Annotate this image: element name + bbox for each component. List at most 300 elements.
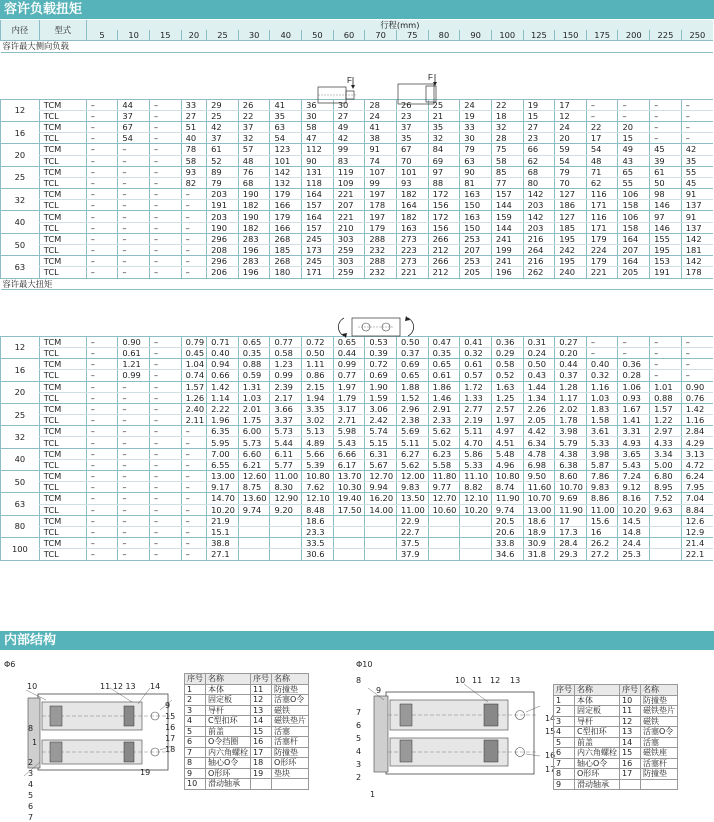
table-row [1, 515, 714, 526]
callout-number: 11 [472, 676, 483, 685]
parts-cell: 10 [620, 695, 641, 706]
value-cell: 24.4 [618, 538, 650, 549]
value-cell: 12.00 [397, 471, 429, 482]
value-cell: 33 [181, 99, 207, 110]
value-cell: 5.86 [460, 448, 492, 459]
value-cell: 97 [650, 211, 682, 222]
value-cell: – [118, 256, 150, 267]
value-cell: 2.96 [397, 403, 429, 414]
parts-row [185, 747, 309, 758]
type-cell: TCL [39, 222, 86, 233]
type-cell: TCL [39, 155, 86, 166]
value-cell: 81 [460, 177, 492, 188]
value-cell: 0.90 [681, 381, 713, 392]
value-cell: – [150, 133, 182, 144]
value-cell: 107 [365, 166, 397, 177]
value-cell [270, 515, 302, 526]
parts-row [554, 727, 678, 738]
value-cell: 0.94 [207, 359, 239, 370]
value-cell: 212 [428, 267, 460, 278]
value-cell: 69 [428, 155, 460, 166]
parts-cell [251, 779, 272, 790]
value-cell: 142 [270, 166, 302, 177]
type-cell: TCL [39, 245, 86, 256]
value-cell: – [618, 99, 650, 110]
value-cell: 0.59 [238, 370, 270, 381]
value-cell: 3.66 [270, 403, 302, 414]
value-cell: 0.86 [302, 370, 334, 381]
value-cell: 0.29 [491, 347, 523, 358]
value-cell: 18.9 [523, 526, 555, 537]
value-cell: 207 [460, 245, 492, 256]
value-cell: 4.70 [460, 437, 492, 448]
value-cell: 30.6 [302, 549, 334, 560]
parts-cell: 本体 [575, 695, 620, 706]
value-cell: – [118, 233, 150, 244]
value-cell: 3.61 [586, 426, 618, 437]
table-row [1, 526, 714, 537]
value-cell: 142 [681, 233, 713, 244]
value-cell: 8.86 [586, 493, 618, 504]
value-cell: 10.80 [491, 471, 523, 482]
table-row [1, 267, 714, 278]
table-row [1, 381, 714, 392]
type-cell: TCL [39, 347, 86, 358]
callout-number: 4 [28, 780, 34, 789]
value-cell: 232 [365, 267, 397, 278]
table-row [1, 549, 714, 560]
value-cell: 303 [333, 256, 365, 267]
value-cell: 48 [238, 155, 270, 166]
value-cell: 23 [397, 110, 429, 121]
parts-cell: 前盖 [206, 726, 251, 737]
callout-number: 2 [356, 773, 362, 782]
value-cell: 2.42 [365, 415, 397, 426]
value-cell: 5.87 [586, 459, 618, 470]
value-cell: 266 [428, 233, 460, 244]
value-cell: 0.50 [302, 347, 334, 358]
value-cell: 10.60 [428, 504, 460, 515]
value-cell: 2.15 [302, 381, 334, 392]
value-cell: 157 [491, 189, 523, 200]
value-cell: 1.42 [681, 403, 713, 414]
value-cell: – [150, 256, 182, 267]
value-cell: 6.55 [207, 459, 239, 470]
parts-cell: 13 [251, 705, 272, 716]
value-cell: 242 [555, 245, 587, 256]
value-cell [270, 526, 302, 537]
value-cell: 35 [397, 133, 429, 144]
value-cell: 99 [365, 177, 397, 188]
value-cell: 5.48 [491, 448, 523, 459]
parts-header-cell: 名称 [206, 674, 251, 685]
bore-cell: 16 [1, 359, 40, 381]
value-cell: 19 [460, 110, 492, 121]
value-cell: 21 [428, 110, 460, 121]
callout-number: 19 [140, 768, 151, 777]
value-cell: 185 [270, 245, 302, 256]
table-row [1, 166, 714, 177]
parts-cell: 活塞O令 [272, 695, 309, 706]
value-cell: 91 [365, 144, 397, 155]
value-cell: 42 [207, 121, 239, 132]
value-cell: – [150, 448, 182, 459]
type-cell: TCM [39, 99, 86, 110]
value-cell: 20.5 [491, 515, 523, 526]
table-row [1, 144, 714, 155]
value-cell: 0.44 [555, 359, 587, 370]
value-cell: – [86, 437, 118, 448]
value-cell: 83 [333, 155, 365, 166]
value-cell: 3.02 [302, 415, 334, 426]
parts-cell: 12 [251, 695, 272, 706]
value-cell: – [150, 245, 182, 256]
value-cell: 79 [555, 166, 587, 177]
value-cell: 0.20 [555, 347, 587, 358]
value-cell: 30 [460, 133, 492, 144]
value-cell: – [181, 493, 207, 504]
value-cell: 106 [618, 189, 650, 200]
parts-cell: 2 [185, 695, 206, 706]
value-cell: 0.90 [118, 336, 150, 347]
parts-row [554, 779, 678, 790]
value-cell: 41 [365, 121, 397, 132]
value-cell: – [150, 222, 182, 233]
value-cell: 0.44 [333, 347, 365, 358]
value-cell: 0.77 [333, 370, 365, 381]
value-cell: 156 [428, 200, 460, 211]
parts-cell: C型扣环 [206, 716, 251, 727]
value-cell: 101 [397, 166, 429, 177]
value-cell: – [86, 121, 118, 132]
value-cell: 142 [681, 256, 713, 267]
value-cell: 0.58 [270, 347, 302, 358]
type-cell: TCL [39, 110, 86, 121]
value-cell: 0.58 [491, 359, 523, 370]
value-cell: 10.70 [555, 482, 587, 493]
value-cell: 1.01 [650, 381, 682, 392]
value-cell: 0.32 [586, 370, 618, 381]
value-cell: 26.2 [586, 538, 618, 549]
value-cell: 0.31 [523, 336, 555, 347]
value-cell: – [86, 538, 118, 549]
value-cell [365, 526, 397, 537]
value-cell: 63 [460, 155, 492, 166]
value-cell: 197 [365, 211, 397, 222]
value-cell: 2.71 [333, 415, 365, 426]
parts-row [554, 748, 678, 759]
value-cell [238, 538, 270, 549]
parts-cell: 磁铁座 [641, 748, 678, 759]
callout-number: 1 [370, 790, 376, 799]
value-cell: 179 [586, 256, 618, 267]
value-cell: 182 [238, 200, 270, 211]
value-cell: 3.98 [555, 426, 587, 437]
value-cell: – [150, 177, 182, 188]
parts-cell: 14 [620, 737, 641, 748]
parts-header-cell: 名称 [641, 685, 678, 696]
value-cell: 205 [618, 267, 650, 278]
value-cell: 4.89 [302, 437, 334, 448]
value-cell: 67 [397, 144, 429, 155]
value-cell: 8.74 [491, 482, 523, 493]
value-cell: 8.75 [238, 482, 270, 493]
value-cell: 0.36 [491, 336, 523, 347]
parts-row [554, 737, 678, 748]
table-row [1, 133, 714, 144]
callout-number: 12 [490, 676, 501, 685]
value-cell: 179 [270, 189, 302, 200]
value-cell: 1.17 [555, 392, 587, 403]
value-cell: 4.51 [491, 437, 523, 448]
value-cell: 37 [238, 121, 270, 132]
value-cell: 1.28 [555, 381, 587, 392]
value-cell: – [118, 381, 150, 392]
value-cell: 37.9 [397, 549, 429, 560]
value-cell: – [150, 233, 182, 244]
value-cell: 12.60 [238, 471, 270, 482]
callout-number: 18 [165, 745, 176, 754]
value-cell: 6.17 [333, 459, 365, 470]
value-cell [365, 549, 397, 560]
parts-cell: 15 [251, 726, 272, 737]
type-cell: TCL [39, 415, 86, 426]
value-cell: 22.1 [681, 549, 713, 560]
table-row [1, 245, 714, 256]
value-cell: 84 [428, 144, 460, 155]
value-cell: 3.98 [586, 448, 618, 459]
value-cell: 1.26 [181, 392, 207, 403]
parts-cell: 垫块 [272, 768, 309, 779]
table-row [1, 426, 714, 437]
value-cell: 9.20 [270, 504, 302, 515]
parts-cell: 13 [620, 727, 641, 738]
callout-number: 9 [165, 701, 171, 710]
type-cell: TCL [39, 504, 86, 515]
value-cell: 2.11 [181, 415, 207, 426]
value-cell: 0.65 [238, 336, 270, 347]
value-cell: 37.5 [397, 538, 429, 549]
value-cell: 7.52 [650, 493, 682, 504]
table-row [1, 347, 714, 358]
value-cell: 166 [270, 222, 302, 233]
value-cell: 12.10 [460, 493, 492, 504]
value-cell: 190 [238, 189, 270, 200]
value-cell: 33 [460, 121, 492, 132]
value-cell: 264 [523, 245, 555, 256]
value-cell: 127 [555, 189, 587, 200]
value-cell: 262 [523, 267, 555, 278]
parts-cell: 14 [251, 716, 272, 727]
value-cell: 116 [586, 211, 618, 222]
value-cell: – [86, 347, 118, 358]
value-cell: 268 [270, 256, 302, 267]
value-cell: 5.66 [302, 448, 334, 459]
value-cell: – [86, 459, 118, 470]
value-cell: 259 [333, 267, 365, 278]
value-cell: 58 [491, 155, 523, 166]
callout-number: 3 [356, 760, 362, 769]
value-cell: – [118, 222, 150, 233]
value-cell: 178 [681, 267, 713, 278]
parts-cell: 内六角螺栓 [575, 748, 620, 759]
table-row [1, 256, 714, 267]
value-cell: 58 [302, 121, 334, 132]
value-cell [650, 515, 682, 526]
type-cell: TCM [39, 538, 86, 549]
value-cell: 2.17 [270, 392, 302, 403]
value-cell: 0.61 [118, 347, 150, 358]
value-cell [270, 549, 302, 560]
type-cell: TCL [39, 392, 86, 403]
value-cell: 296 [207, 233, 239, 244]
value-cell [460, 526, 492, 537]
value-cell: 90 [302, 155, 334, 166]
value-cell: 172 [428, 189, 460, 200]
value-cell: 116 [586, 189, 618, 200]
value-cell: 27.2 [586, 549, 618, 560]
section-title-load: 容许负载扭矩 [0, 0, 714, 19]
value-cell: 79 [460, 144, 492, 155]
type-header: 型式 [39, 20, 86, 41]
type-cell: TCM [39, 515, 86, 526]
value-cell: 4.38 [555, 448, 587, 459]
value-cell: 179 [270, 211, 302, 222]
value-cell: 180 [270, 267, 302, 278]
value-cell: 195 [555, 256, 587, 267]
value-cell: 216 [523, 233, 555, 244]
value-cell: 221 [333, 189, 365, 200]
stroke-value: 40 [270, 30, 302, 41]
callout-number: 6 [28, 802, 34, 811]
value-cell: 245 [302, 256, 334, 267]
value-cell: 9.50 [523, 471, 555, 482]
value-cell: 9.63 [650, 504, 682, 515]
value-cell: 7.00 [207, 448, 239, 459]
value-cell: – [150, 99, 182, 110]
value-cell: 12.10 [302, 493, 334, 504]
value-cell: 2.02 [555, 403, 587, 414]
value-cell: 8.16 [618, 493, 650, 504]
parts-cell: 8 [554, 769, 575, 780]
value-cell: 91 [681, 189, 713, 200]
stroke-value: 30 [238, 30, 270, 41]
bore-cell: 20 [1, 144, 40, 166]
value-cell: – [86, 144, 118, 155]
parts-cell: 12 [620, 716, 641, 727]
value-cell: 71 [586, 166, 618, 177]
value-cell: – [86, 211, 118, 222]
value-cell: 1.34 [523, 392, 555, 403]
value-cell: 2.22 [207, 403, 239, 414]
bore-cell: 20 [1, 381, 40, 403]
value-cell: 155 [650, 233, 682, 244]
stroke-value: 100 [491, 30, 523, 41]
value-cell: 1.52 [397, 392, 429, 403]
value-cell: 0.36 [618, 359, 650, 370]
value-cell: – [118, 155, 150, 166]
value-cell: 74 [365, 155, 397, 166]
value-cell: 5.74 [365, 426, 397, 437]
value-cell: 259 [333, 245, 365, 256]
value-cell: 182 [397, 189, 429, 200]
value-cell: 0.65 [333, 336, 365, 347]
value-cell: 5.13 [302, 426, 334, 437]
callout-number: 11 12 13 [100, 682, 136, 691]
bore-cell: 40 [1, 211, 40, 233]
value-cell: 0.61 [460, 359, 492, 370]
value-cell: 54 [555, 155, 587, 166]
value-cell: – [118, 493, 150, 504]
value-cell: 12.6 [681, 515, 713, 526]
value-cell: – [150, 437, 182, 448]
lateral-load-schematic-right [396, 72, 440, 106]
value-cell: – [681, 370, 713, 381]
value-cell: 9.69 [555, 493, 587, 504]
value-cell: 39 [650, 155, 682, 166]
value-cell: 131 [302, 166, 334, 177]
value-cell: 82 [181, 177, 207, 188]
value-cell: 3.34 [650, 448, 682, 459]
value-cell: 8.60 [555, 471, 587, 482]
phi10-label: Φ10 [356, 660, 373, 669]
value-cell: – [586, 336, 618, 347]
value-cell: 197 [365, 189, 397, 200]
value-cell: 5.33 [586, 437, 618, 448]
value-cell: 0.37 [397, 347, 429, 358]
value-cell: 1.88 [397, 381, 429, 392]
stroke-value: 10 [118, 30, 150, 41]
value-cell: 18.6 [523, 515, 555, 526]
value-cell: 273 [397, 233, 429, 244]
value-cell: – [86, 381, 118, 392]
value-cell: 15.6 [586, 515, 618, 526]
value-cell: 1.57 [181, 381, 207, 392]
bore-cell: 32 [1, 189, 40, 211]
value-cell: 5.58 [428, 459, 460, 470]
value-cell [365, 538, 397, 549]
value-cell: 6.24 [681, 471, 713, 482]
value-cell: 54 [586, 144, 618, 155]
callout-number: 10 [455, 676, 466, 685]
value-cell: 0.50 [523, 359, 555, 370]
parts-row [185, 705, 309, 716]
stroke-value: 60 [333, 30, 365, 41]
phi10-parts-table [553, 684, 678, 790]
type-cell: TCM [39, 121, 86, 132]
value-cell: 2.40 [181, 403, 207, 414]
table-row [1, 493, 714, 504]
value-cell: 30.9 [523, 538, 555, 549]
value-cell: 5.15 [365, 437, 397, 448]
value-cell [333, 515, 365, 526]
value-cell: 253 [460, 233, 492, 244]
value-cell: 208 [207, 245, 239, 256]
value-cell: 29.3 [555, 549, 587, 560]
parts-cell: 18 [251, 758, 272, 769]
value-cell: 0.47 [428, 336, 460, 347]
value-cell: 3.06 [365, 403, 397, 414]
value-cell: – [650, 110, 682, 121]
table-row [1, 437, 714, 448]
value-cell: – [181, 245, 207, 256]
value-cell: 210 [333, 222, 365, 233]
value-cell: 1.67 [618, 403, 650, 414]
value-cell: – [86, 245, 118, 256]
value-cell: 13.50 [397, 493, 429, 504]
value-cell: 52 [207, 155, 239, 166]
value-cell: 0.65 [397, 370, 429, 381]
